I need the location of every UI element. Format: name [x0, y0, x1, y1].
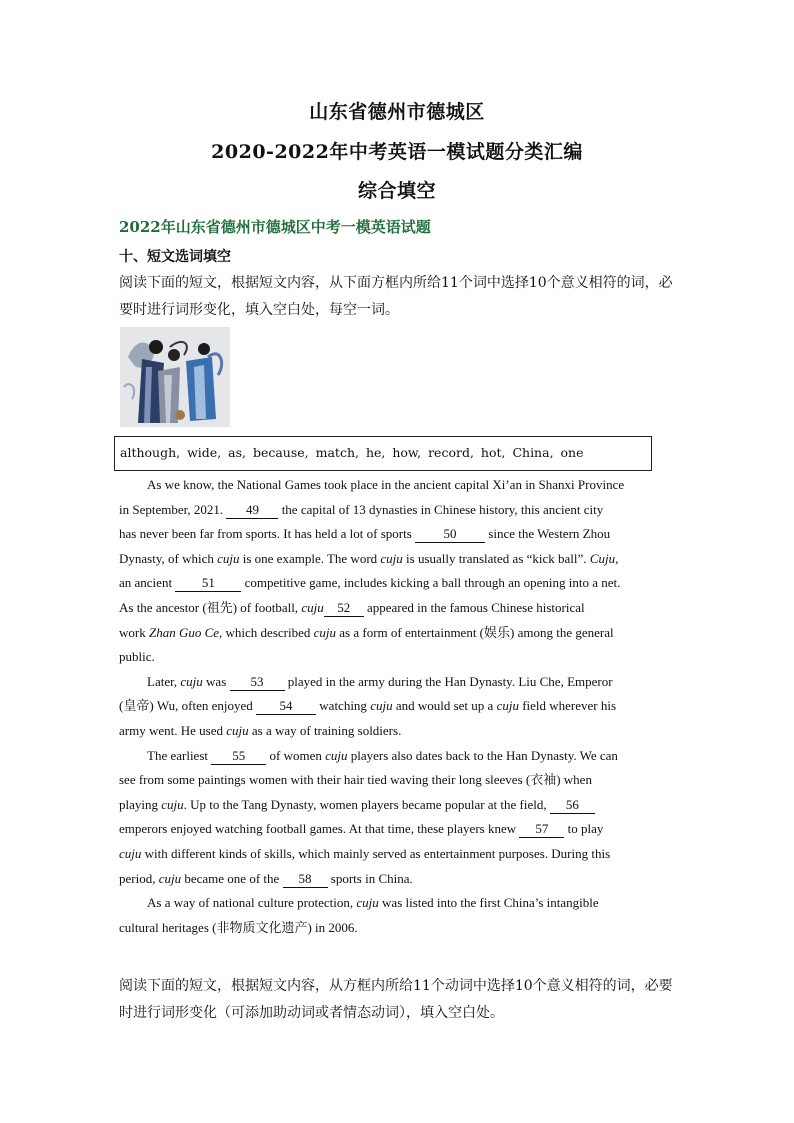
passage-line: Later, cuju was 53 played in the army during the Han Dynasty. Liu Che, Emperor — [147, 673, 613, 689]
passage-line: work Zhan Guo Ce, which described cuju as a form of entertainment (娱乐) among the general — [119, 624, 614, 640]
passage-line: cuju with different kinds of skills, which mainly served as entertainment purposes. During this — [119, 845, 611, 861]
passage-line: cultural heritages (非物质文化遗产) in 2006. — [119, 919, 358, 935]
passage-line: in September, 2021. 49 the capital of 13 dynasties in Chinese history, this ancient city — [119, 501, 604, 517]
passage-line: playing cuju. Up to the Tang Dynasty, women players became popular at the field, 56 — [119, 793, 674, 818]
passage-line: an ancient 51 competitive game, includes kicking a ball through an opening into a net. — [119, 575, 621, 591]
instruction-text: 阅读下面的短文，根据短文内容，从下面方框内所给11个词中选择10个意义相符的词，必要时进行词形变化，填入空白处，每空一词。 — [119, 275, 673, 318]
cuju-illustration-image — [120, 327, 230, 427]
passage-line: army went. He used cuju as a way of training soldiers. — [119, 722, 402, 738]
passage-line: period, cuju became one of the 58 sports in China. — [119, 870, 413, 886]
blank-56[interactable]: 56 — [550, 797, 595, 814]
blank-51[interactable]: 51 — [175, 575, 241, 592]
blank-55[interactable]: 55 — [211, 748, 266, 765]
blank-49[interactable]: 49 — [226, 502, 278, 519]
passage-line: emperors enjoyed watching football games. At that time, these players knew 57 to play — [119, 821, 604, 837]
passage-line: see from some paintings women with their hair tied waving their long sleeves (衣袖) when — [119, 772, 592, 788]
question-sub-heading: 十、短文选词填空 — [119, 249, 231, 265]
title-category: 综合填空 — [357, 180, 436, 202]
blank-53[interactable]: 53 — [230, 674, 285, 691]
blank-54[interactable]: 54 — [256, 698, 316, 715]
passage-line: As the ancestor (祖先) of football, cuju 52 appeared in the famous Chinese historical — [119, 599, 585, 615]
next-question-instruction: 阅读下面的短文，根据短文内容，从方框内所给11个动词中选择10个意义相符的词，必要时进行词形变化（可添加助动词或者情态动词），填入空白处。 — [119, 978, 673, 1021]
blank-50[interactable]: 50 — [415, 526, 485, 543]
passage-line: The earliest 55 of women cuju players also dates back to the Han Dynasty. We can — [147, 747, 618, 763]
title-exam-collection: 2020-2022年中考英语一模试题分类汇编 — [211, 141, 583, 163]
title-region: 山东省德州市德城区 — [309, 101, 485, 123]
section-heading: 2022年山东省德州市德城区中考一模英语试题 — [119, 218, 431, 236]
blank-52[interactable]: 52 — [324, 600, 364, 617]
passage-line: As we know, the National Games took place in the ancient capital Xi’an in Shanxi Province — [147, 477, 625, 492]
word-choice-box: although, wide, as, because, match, he, how, record, hot, China, one — [114, 436, 652, 471]
blank-57[interactable]: 57 — [519, 821, 564, 838]
passage-line: (皇帝) Wu, often enjoyed 54 watching cuju and would set up a cuju field wherever his — [119, 698, 617, 714]
passage-line: public. — [119, 649, 155, 665]
reading-passage — [119, 473, 674, 940]
passage-line: has never been far from sports. It has held a lot of sports 50 since the Western Zhou — [119, 526, 611, 542]
passage-line: Dynasty, of which cuju is one example. The word cuju is usually translated as “kick ball”. Cuju, — [119, 550, 619, 566]
blank-58[interactable]: 58 — [283, 871, 328, 888]
passage-line: As a way of national culture protection, cuju was listed into the first China’s intangible — [147, 895, 599, 911]
